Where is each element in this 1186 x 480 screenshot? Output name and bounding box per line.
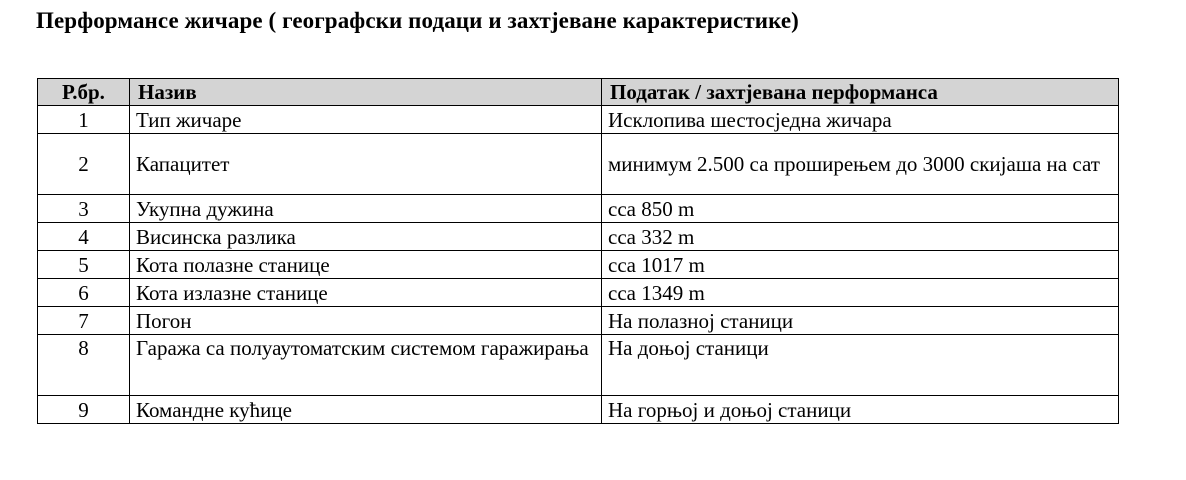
table-row: [38, 279, 1119, 307]
table-row: [38, 134, 1119, 195]
table-row: [38, 396, 1119, 424]
row-name: Висинска разлика: [130, 223, 602, 251]
row-number: 5: [38, 251, 130, 279]
row-value: Исклопива шестосједна жичара: [602, 106, 1119, 134]
row-number: 8: [38, 335, 130, 396]
row-value: На доњој станици: [602, 335, 1119, 396]
table-row: [38, 223, 1119, 251]
row-value: cca 850 m: [602, 195, 1119, 223]
row-number: 9: [38, 396, 130, 424]
row-value: cca 332 m: [602, 223, 1119, 251]
table-row: [38, 307, 1119, 335]
table-row: [38, 195, 1119, 223]
performance-table: [37, 78, 1119, 424]
row-name: Погон: [130, 307, 602, 335]
row-number: 2: [38, 134, 130, 195]
table-row: [38, 335, 1119, 396]
row-name: Гаража са полуаутоматским системом гаражирања: [130, 335, 602, 396]
page-title: Перформансе жичаре ( географски подаци и захтјеване карактеристике): [36, 8, 799, 33]
row-value: минимум 2.500 са проширењем до 3000 скијаша на сат: [602, 134, 1119, 195]
row-value: На полазној станици: [602, 307, 1119, 335]
row-value: На горњој и доњој станици: [602, 396, 1119, 424]
row-name: Капацитет: [130, 134, 602, 195]
row-name: Тип жичаре: [130, 106, 602, 134]
row-number: 1: [38, 106, 130, 134]
row-number: 4: [38, 223, 130, 251]
header-number: Р.бр.: [38, 79, 130, 106]
row-name: Укупна дужина: [130, 195, 602, 223]
table-row: [38, 251, 1119, 279]
row-number: 6: [38, 279, 130, 307]
table-row: [38, 106, 1119, 134]
row-value: cca 1017 m: [602, 251, 1119, 279]
header-name: Назив: [130, 79, 602, 106]
row-name: Командне кућице: [130, 396, 602, 424]
row-name: Кота излазне станице: [130, 279, 602, 307]
row-value: cca 1349 m: [602, 279, 1119, 307]
row-number: 7: [38, 307, 130, 335]
row-number: 3: [38, 195, 130, 223]
row-name: Кота полазне станице: [130, 251, 602, 279]
header-value: Податак / захтјевана перформанса: [602, 79, 1119, 106]
table-header-row: [38, 79, 1119, 106]
